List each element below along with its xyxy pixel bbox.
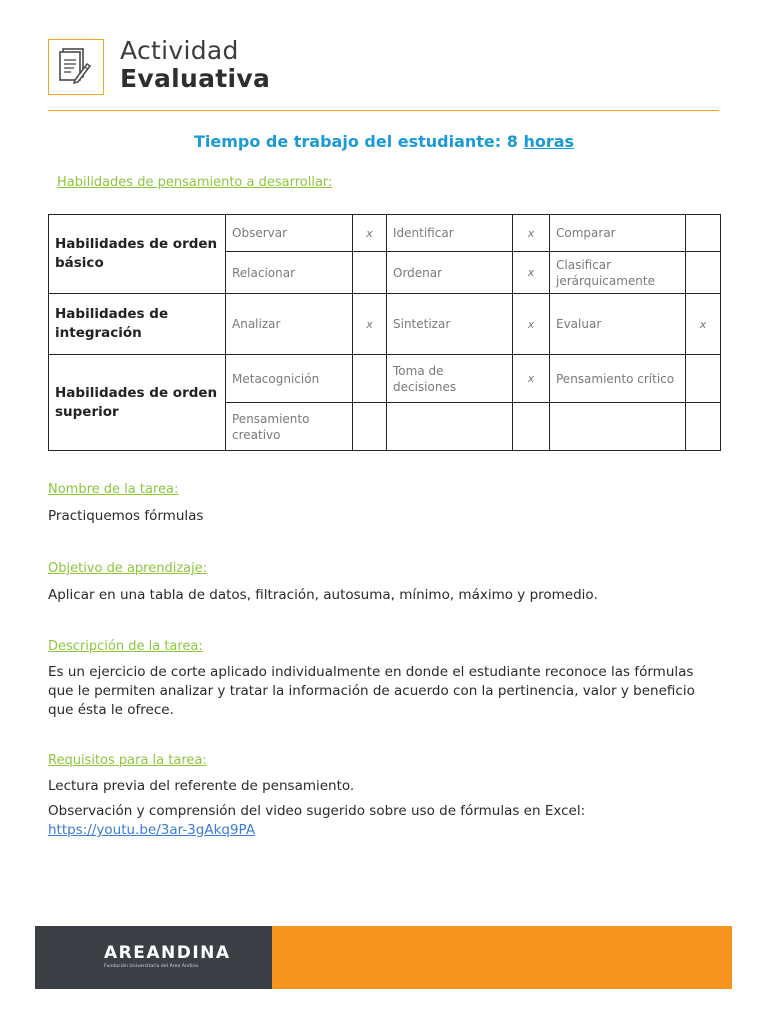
skill-name: Identificar (387, 215, 513, 252)
skill-mark: x (686, 294, 721, 355)
skill-mark: x (513, 355, 550, 403)
skill-mark (513, 403, 550, 451)
skill-mark (686, 252, 721, 294)
skill-name: Comparar (550, 215, 686, 252)
skill-mark: x (513, 252, 550, 294)
skill-name: Relacionar (226, 252, 353, 294)
skill-name (550, 403, 686, 451)
video-link[interactable]: https://youtu.be/3ar-3gAkq9PA (48, 822, 256, 838)
skill-mark (353, 252, 387, 294)
objective-value: Aplicar en una tabla de datos, filtración, autosuma, mínimo, máximo y promedio. (48, 587, 598, 603)
work-time-unit: horas (523, 132, 575, 151)
header-title (120, 38, 270, 91)
skill-name: Pensamiento creativo (226, 403, 353, 451)
skill-mark: x (353, 294, 387, 355)
footer-brand-panel (35, 926, 272, 989)
skills-heading: Habilidades de pensamiento a desarrollar: (57, 175, 333, 190)
skill-name: Pensamiento crítico (550, 355, 686, 403)
requirements-heading: Requisitos para la tarea: (48, 753, 207, 768)
skill-name: Observar (226, 215, 353, 252)
logo-box (48, 39, 104, 95)
brand-subtitle: Fundación Universitaria del Área Andina (104, 964, 199, 969)
task-name-value: Practiquemos fórmulas (48, 508, 204, 524)
skill-name: Analizar (226, 294, 353, 355)
skill-mark (353, 355, 387, 403)
skill-mark (686, 355, 721, 403)
requirement-item-1: Lectura previa del referente de pensamiento. (48, 778, 355, 794)
brand-logo-text: AREANDINA (104, 943, 231, 963)
skill-name: Toma de decisiones (387, 355, 513, 403)
skills-table (48, 214, 721, 451)
requirement-item-2-text: Observación y comprensión del video sugerido sobre uso de fórmulas en Excel: (48, 803, 586, 819)
skill-mark (353, 403, 387, 451)
skill-name: Sintetizar (387, 294, 513, 355)
work-time-line (0, 132, 768, 151)
skill-name: Ordenar (387, 252, 513, 294)
table-row (49, 215, 721, 252)
skill-group-label: Habilidades de integración (49, 294, 226, 355)
objective-heading: Objetivo de aprendizaje: (48, 561, 208, 576)
skill-group-label: Habilidades de orden superior (49, 355, 226, 451)
skill-mark: x (353, 215, 387, 252)
task-name-heading: Nombre de la tarea: (48, 482, 179, 497)
requirement-item-2 (48, 802, 720, 840)
description-value: Es un ejercicio de corte aplicado individualmente en donde el estudiante reconoce las fórmulas que le permiten analizar y tratar la información de acuerdo con la pertinencia, valor y beneficio que ésta le ofrece. (48, 664, 695, 718)
notepad-pen-icon (49, 40, 103, 94)
skill-mark (686, 215, 721, 252)
header-title-line2: Evaluativa (120, 64, 271, 93)
table-row (49, 294, 721, 355)
header-divider (48, 110, 719, 111)
skill-mark: x (513, 215, 550, 252)
skill-name (387, 403, 513, 451)
work-time-prefix: Tiempo de trabajo del estudiante: 8 (193, 132, 524, 151)
footer-banner (35, 926, 732, 989)
skill-group-label: Habilidades de orden básico (49, 215, 226, 294)
footer-accent-bar (272, 926, 732, 989)
description-heading: Descripción de la tarea: (48, 639, 203, 654)
skill-mark (686, 403, 721, 451)
skill-name: Evaluar (550, 294, 686, 355)
header-title-line1: Actividad (120, 36, 239, 65)
skill-name: Metacognición (226, 355, 353, 403)
skill-name: Clasificar jerárquicamente (550, 252, 686, 294)
table-row (49, 355, 721, 403)
skill-mark: x (513, 294, 550, 355)
